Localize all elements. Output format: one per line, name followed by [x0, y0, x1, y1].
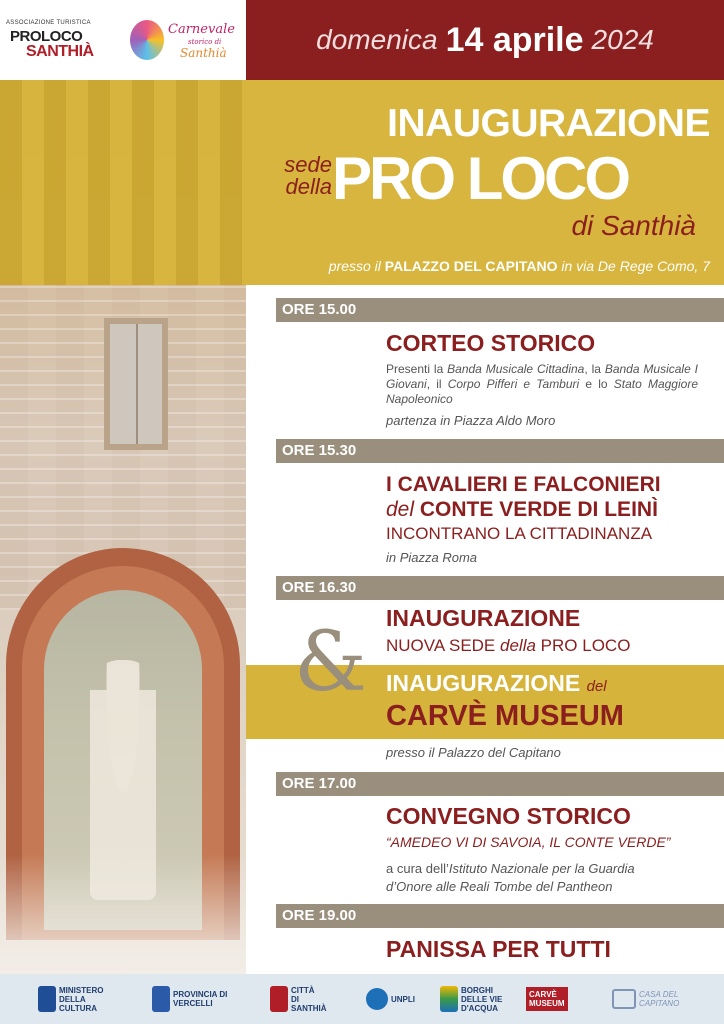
event-title-corteo: CORTEO STORICO [386, 330, 596, 356]
carnevale-logo-3: Santhià [180, 46, 227, 60]
sponsor-name: CARVÈ MUSEUM [526, 987, 568, 1011]
time-label: ORE 17.00 [282, 775, 357, 792]
sponsor-santhia [270, 982, 327, 1016]
presso-prefix: presso il [328, 258, 381, 274]
sponsor-provincia [152, 982, 227, 1016]
carnevale-logo-2: storico di [188, 38, 222, 46]
desc-part: , la [584, 362, 605, 376]
desc-prefix: a cura dell’ [386, 861, 449, 876]
desc-part: e lo [579, 377, 614, 391]
title-proloco: PRO LOCO [332, 145, 629, 212]
sub-italic: del [386, 498, 415, 521]
presso-place: PALAZZO DEL CAPITANO [384, 258, 558, 274]
event-subtitle-convegno: “AMEDEO VI DI SAVOIA, IL CONTE VERDE” [386, 834, 671, 850]
time-bar-1630 [276, 576, 724, 600]
sponsor-mic [38, 982, 103, 1016]
event-title-cavalieri: I CAVALIERI E FALCONIERI [386, 473, 661, 496]
time-bar-1530 [276, 439, 724, 463]
time-label: ORE 19.00 [282, 907, 357, 924]
title2-italic: del [586, 678, 607, 695]
date-year: 2024 [591, 24, 654, 55]
event-location-cavalieri: in Piazza Roma [386, 550, 478, 565]
event-location-museum: presso il Palazzo del Capitano [386, 745, 561, 760]
event-title-convegno: CONVEGNO STORICO [386, 803, 631, 829]
sponsor-name: PROVINCIA DI VERCELLI [173, 990, 228, 1008]
event-sub-conte-verde [386, 498, 658, 522]
proloco-logo-small: ASSOCIAZIONE TURISTICA [6, 20, 91, 26]
date-main: 14 aprile [445, 20, 584, 59]
carnevale-logo [130, 16, 240, 64]
photo-fade [0, 854, 246, 974]
event-title-panissa: PANISSA PER TUTTI [386, 936, 611, 962]
title-inaugurazione: INAUGURAZIONE [387, 102, 710, 145]
sponsor-name: BORGHI DELLE VIE D'ACQUA [461, 985, 503, 1013]
time-bar-1900 [276, 904, 724, 928]
event-line3-cavalieri: INCONTRANO LA CITTADINANZA [386, 524, 653, 543]
time-bar-1500 [276, 298, 724, 322]
title-di-santhia: di Santhià [571, 210, 696, 241]
title-sede-della [244, 154, 332, 198]
desc-part: Banda Musicale Cittadina [447, 362, 585, 376]
event-sub-nuova-sede [386, 636, 630, 656]
mic-logo-icon [38, 986, 56, 1012]
title-della: della [285, 174, 332, 199]
casa-capitano-icon [612, 989, 636, 1009]
proloco-logo-bottom: SANTHIÀ [26, 43, 94, 60]
sponsor-casa-capitano [612, 982, 679, 1016]
sponsor-carve [526, 982, 568, 1016]
proloco-logo [6, 20, 120, 62]
time-label: ORE 16.30 [282, 579, 357, 596]
title2-main: INAUGURAZIONE [386, 670, 581, 696]
time-label: ORE 15.30 [282, 442, 357, 459]
header-logos [0, 0, 246, 80]
santhia-crest-icon [270, 986, 288, 1012]
provincia-crest-icon [152, 986, 170, 1012]
title-band-texture [0, 80, 246, 285]
date-banner [246, 0, 724, 80]
title-sede: sede [284, 152, 332, 177]
event-desc-convegno [386, 860, 698, 896]
date-weekday: domenica [316, 24, 438, 55]
facade-window [104, 318, 168, 450]
sub-b: PRO LOCO [540, 636, 631, 655]
title-location [246, 258, 710, 274]
event-title-inaugurazione-sede: INAUGURAZIONE [386, 605, 581, 631]
proloco-logo-top: PROLOCO [10, 28, 83, 45]
desc-part: Banda Musicale I Giovani [386, 362, 698, 391]
sponsor-borghi [440, 982, 502, 1016]
carnevale-logo-1: Carnevale [168, 22, 235, 37]
sub-italic: della [500, 636, 536, 655]
sponsor-name: MINISTERO DELLA CULTURA [59, 985, 104, 1013]
presso-suffix: in via De Rege Como, 7 [561, 258, 710, 274]
event-desc-corteo [386, 362, 698, 407]
carnevale-swirl-icon [130, 20, 164, 60]
event-title-carve-museum: CARVÈ MUSEUM [386, 700, 624, 732]
time-label: ORE 15.00 [282, 301, 357, 318]
desc-part: Corpo Pifferi e Tamburi [447, 377, 580, 391]
sponsor-bar [0, 974, 724, 1024]
desc-italic-1: Istituto Nazionale per la Guardia [448, 861, 635, 876]
sub-main: CONTE VERDE DI LEINÌ [419, 498, 658, 521]
desc-part: Stato Maggiore Napoleonico [386, 377, 698, 406]
sponsor-unpli [366, 982, 415, 1016]
sponsor-name: UNPLI [391, 994, 415, 1004]
unpli-logo-icon [366, 988, 388, 1010]
sponsor-name: CASA DEL CAPITANO [639, 990, 680, 1008]
desc-part: , il [426, 377, 448, 391]
desc-part: Presenti la [386, 362, 448, 376]
sponsor-name: CITTÀ DI SANTHIÀ [291, 985, 327, 1013]
sub-a: NUOVA SEDE [386, 636, 496, 655]
ampersand: & [294, 615, 367, 710]
desc-italic-2: d’Onore alle Reali Tombe del Pantheon [386, 879, 613, 894]
event-title-inaugurazione-museum [386, 670, 607, 697]
borghi-logo-icon [440, 986, 458, 1012]
time-bar-1700 [276, 772, 724, 796]
event-location-corteo: partenza in Piazza Aldo Moro [386, 413, 556, 428]
